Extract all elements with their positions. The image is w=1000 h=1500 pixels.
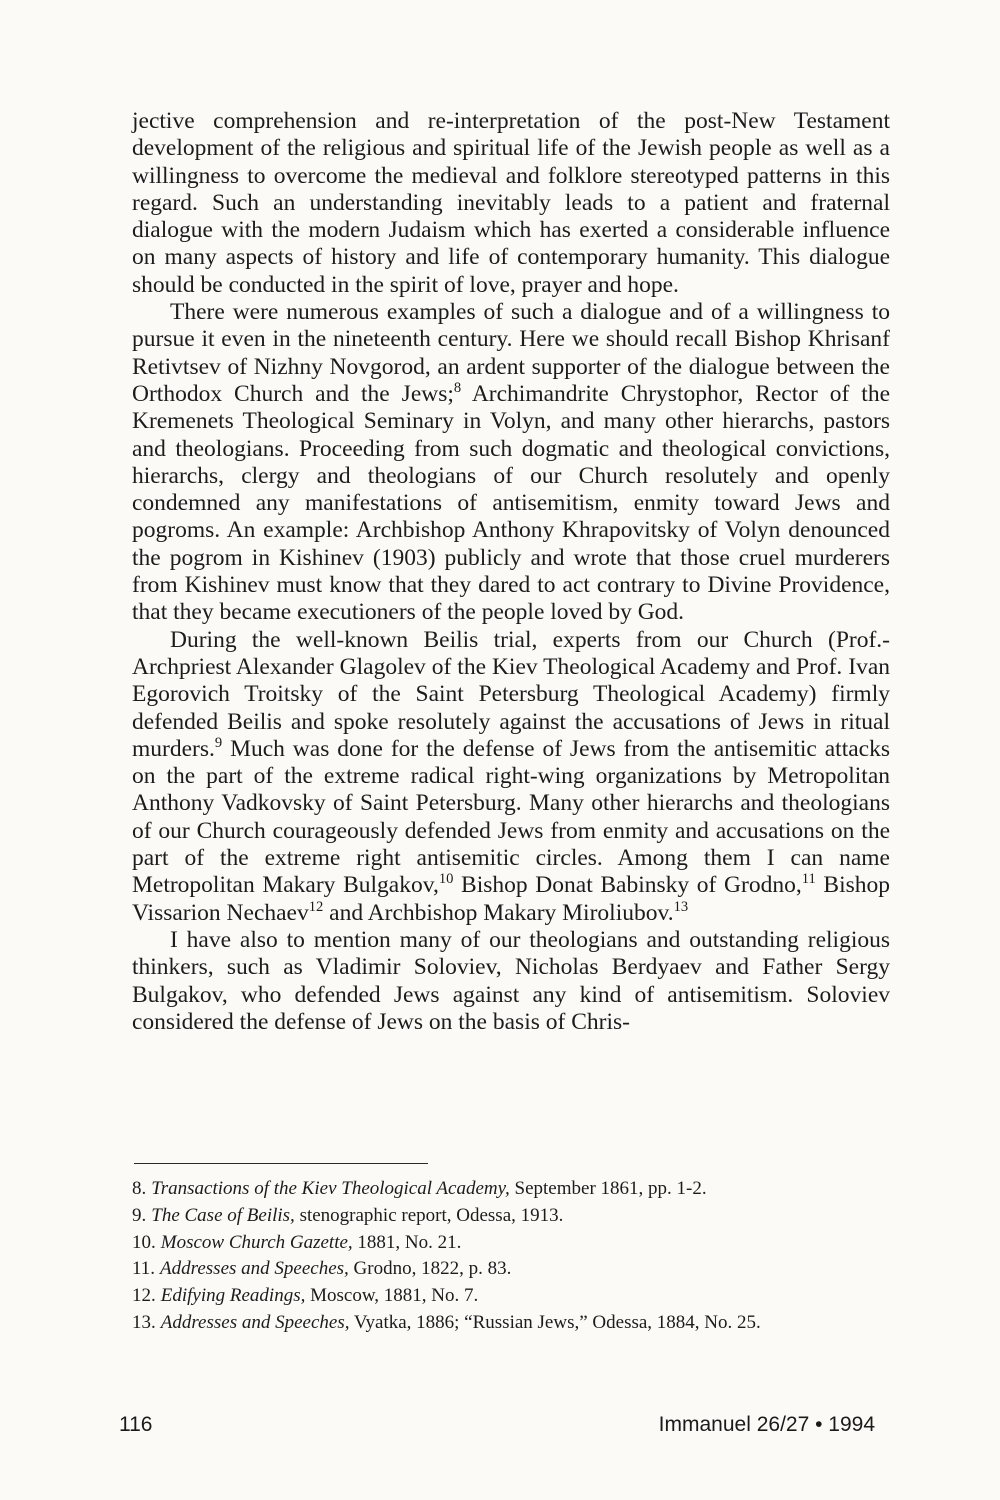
footnote-item <box>132 1203 892 1230</box>
paragraph-text: I have also to mention many of our theologians and outstanding religious thinkers, such as Vladimir Soloviev, Nicholas Berdyaev and Father Sergy Bulgakov, who defended Jews against any kind of antisemitism. Soloviev considered the defense of Jews on the basis of Chris- <box>132 926 890 1035</box>
footnote-number: 12. <box>132 1285 156 1307</box>
paragraph-text: There were numerous examples of such a dialogue and of a willingness to pursue it even in the nineteenth century. Here we should recall Bishop Khrisanf Retivtsev of Nizhny Novgorod, an ardent supporter of the dialogue between the Orthodox Church and the Jews; <box>132 299 890 407</box>
footnote-item <box>132 1256 892 1283</box>
paragraph-3 <box>132 627 890 927</box>
footnotes <box>132 1176 892 1337</box>
footnote-detail: Moscow, 1881, No. 7. <box>305 1285 479 1307</box>
footnote-ref[interactable]: 13 <box>673 898 689 915</box>
footnote-number: 11. <box>132 1258 156 1280</box>
footnote-title: Addresses and Speeches, <box>160 1311 350 1333</box>
footnote-item <box>132 1176 892 1203</box>
paragraph-2 <box>132 299 890 627</box>
journal-footer: Immanuel 26/27 • 1994 <box>658 1413 875 1436</box>
footnote-number: 10. <box>132 1231 156 1253</box>
paragraph-text: Much was done for the defense of Jews from the antisemitic attacks on the part of the extreme radical right-wing organizations by Metropolitan Anthony Vadkovsky of Saint Petersburg. Many other hierarchs and theologians of our Church courageously defended Jews from enmity and accusations on the part of the extreme right antisemitic circles. Among them I can name Metropolitan Makary Bulgakov, <box>132 735 890 899</box>
footnote-ref[interactable]: 9 <box>214 735 223 751</box>
footnote-number: 13. <box>132 1311 156 1333</box>
paragraph-text: Bishop Vissarion Nechaev <box>132 872 891 926</box>
paragraph-1 <box>132 108 890 299</box>
paragraph-text: Archimandrite Chrystophor, Rector of the Kremenets Theological Seminary in Volyn, and many other hierarchs, pastors and theologians. Proceeding from such dogmatic and theological convictions, hierarchs, clergy and theologians of our Church resolutely and openly condemned any manifestations of antisemitism, enmity toward Jews and pogroms. An example: Archbishop Anthony Khrapovitsky of Volyn denounced the pogrom in Kishinev (1903) publicly and wrote that those cruel murderers from Kishinev must know that they dared to act contrary to Divine Providence, that they became executioners of the people loved by God. <box>132 380 891 626</box>
article-body <box>132 108 890 1036</box>
footnote-detail: Grodno, 1822, p. 83. <box>348 1258 512 1280</box>
footnote-number: 9. <box>132 1204 147 1226</box>
footnote-title: The Case of Beilis, <box>151 1204 295 1226</box>
page-number: 116 <box>119 1413 153 1436</box>
footnote-ref[interactable]: 10 <box>438 871 454 888</box>
footnote-ref[interactable]: 12 <box>308 898 324 915</box>
footnote-separator <box>134 1163 428 1164</box>
footnote-title: Moscow Church Gazette, <box>160 1231 353 1253</box>
footnote-item <box>132 1230 892 1257</box>
paragraph-text: jective comprehension and re-interpretation of the post-New Testament development of the religious and spiritual life of the Jewish people as well as a willingness to overcome the medieval and folklore stereotyped patterns in this regard. Such an understanding inevitably leads to a patient and fraternal dialogue with the modern Judaism which has exerted a considerable influence on many aspects of history and life of contemporary humanity. This dialogue should be conducted in the spirit of love, prayer and hope. <box>132 108 890 298</box>
footnote-ref[interactable]: 11 <box>801 871 816 888</box>
footnote-detail: Vyatka, 1886; “Russian Jews,” Odessa, 1884, No. 25. <box>349 1311 761 1333</box>
footnote-item <box>132 1310 892 1337</box>
footnote-number: 8. <box>132 1178 147 1199</box>
footnote-title: Edifying Readings, <box>160 1285 306 1307</box>
paragraph-text: During the well-known Beilis trial, experts from our Church (Prof.-Archpriest Alexander Glagolev of the Kiev Theological Academy and Prof. Ivan Egorovich Troitsky of the Saint Petersburg Theological Academy) firmly defended Beilis and spoke resolutely against the accusations of Jews in ritual murders. <box>132 626 890 762</box>
footnote-title: Addresses and Speeches, <box>160 1258 349 1280</box>
footnote-item <box>132 1283 892 1310</box>
paragraph-text: and Archbishop Makary Miroliubov. <box>323 899 674 926</box>
footnote-detail: 1881, No. 21. <box>352 1231 462 1253</box>
footnote-detail: September 1861, pp. 1-2. <box>509 1178 707 1199</box>
footnote-title: Transactions of the Kiev Theological Academy, <box>151 1178 510 1199</box>
paragraph-text: Bishop Donat Babinsky of Grodno, <box>453 872 802 899</box>
footnote-detail: stenographic report, Odessa, 1913. <box>294 1204 564 1226</box>
paragraph-4 <box>132 927 890 1036</box>
footnote-ref[interactable]: 8 <box>453 380 462 397</box>
